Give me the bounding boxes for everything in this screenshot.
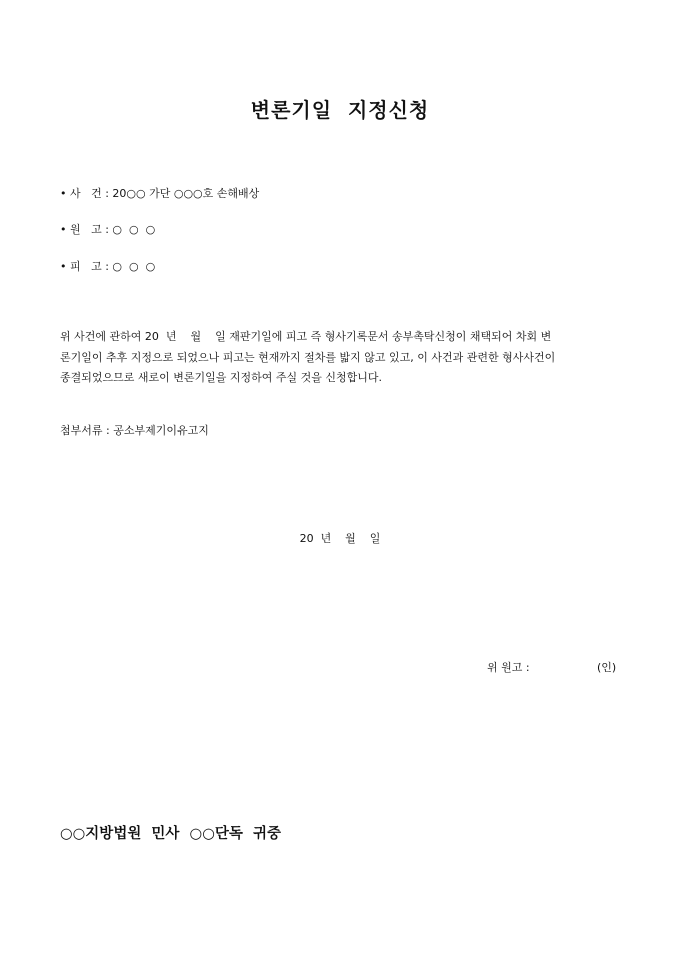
seal-mark: (인) xyxy=(597,661,617,674)
case-item-case: • 사 건 : 20○○ 가단 ○○○호 손해배상 xyxy=(60,187,260,200)
request-body-line: 위 사건에 관하여 20 년 월 일 재판기일에 피고 즉 형사기록문서 송부촉탁신청이 채택되어 차회 변 xyxy=(60,330,552,343)
case-item-plaintiff: • 원 고 : ○ ○ ○ xyxy=(60,223,156,236)
date-line: 20 년 월 일 xyxy=(299,532,381,545)
request-body-line: 론기일이 추후 지정으로 되었으나 피고는 현재까지 절차를 밟지 않고 있고, 이 사건과 관련한 형사사건이 xyxy=(60,350,556,364)
request-body xyxy=(60,327,622,389)
request-body-line: 종결되었으므로 새로이 변론기일을 지정하여 주실 것을 신청합니다. xyxy=(60,371,383,384)
attachment-line: 첨부서류 : 공소부제기이유고지 xyxy=(60,424,209,437)
signature-label: 위 원고 : xyxy=(487,661,530,674)
case-item-defendant: • 피 고 : ○ ○ ○ xyxy=(60,260,156,273)
document-title: 변론기일 지정신청 xyxy=(250,98,430,122)
court-addressee: ○○지방법원 민사 ○○단독 귀중 xyxy=(60,826,281,842)
